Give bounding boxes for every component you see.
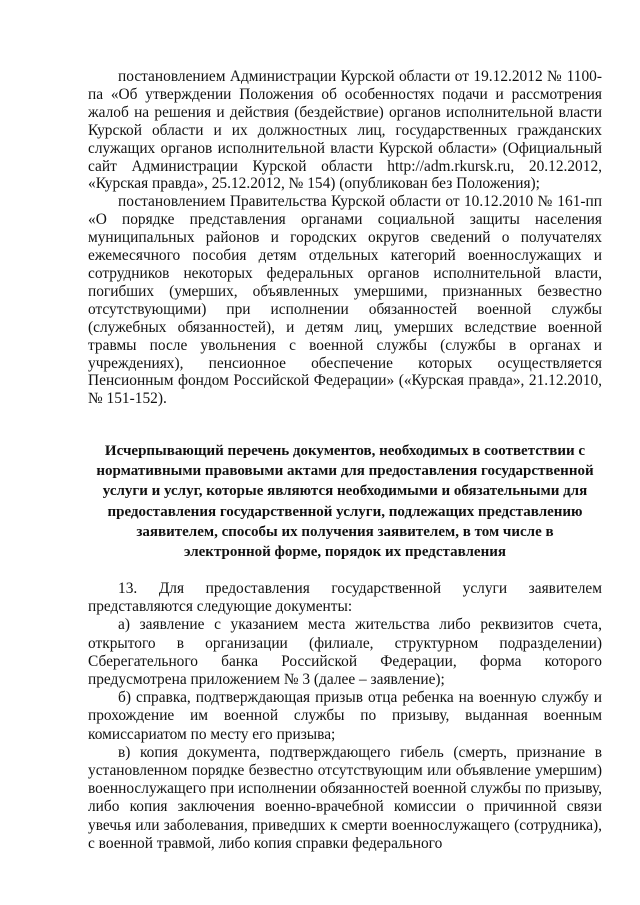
section-body [88,580,602,853]
intro-paragraph-1: постановлением Администрации Курской области от 19.12.2012 № 1100-па «Об утверждении Положения об особенностях подачи и рассмотрения жалоб на решения и действия (бездействие) органов исполнительной власти Курской области и их должностных лиц, государственных гражданских служащих органов исполнительной власти Курской области» (Официальный сайт Администрации Курской области http://adm.rkursk.ru, 20.12.2012, «Курская правда», 25.12.2012, № 154) (опубликован без Положения); [88,68,602,193]
intro-text [88,68,602,408]
list-item-b: б) справка, подтверждающая призыв отца ребенка на военную службу и прохождение им военной службы по призыву, выданная военным комиссариатом по месту его призыва; [88,689,602,743]
list-item-v: в) копия документа, подтверждающего гибель (смерть, признание в установленном порядке безвестно отсутствующим или объявление умершим) военнослужащего при исполнении обязанностей военной службы по призыву, либо копия заключения военно-врачебной комиссии о причинной связи увечья или заболевания, приведших к смерти военнослужащего (сотрудника), с военной травмой, либо копия справки федерального [88,743,603,852]
section-heading: Исчерпывающий перечень документов, необходимых в соответствии с нормативными правовыми актами для предоставления государственной услуги и услуг, которые являются необходимыми и обязательными для предоставления государственной услуги, подлежащих представлению заявителем, способы их получения заявителем, в том числе в электронной форме, порядок их представления [96,443,594,561]
list-item-a: а) заявление с указанием места жительства либо реквизитов счета, открытого в организации (филиале, структурном подразделении) Сберегательного банка Российской Федерации, форма которого предусмотрена приложением № 3 (далее – заявление); [88,616,602,689]
intro-paragraph-2: постановлением Правительства Курской области от 10.12.2010 № 161-пп «О порядке представления органами социальной защиты населения муниципальных районов и городских округов сведений о получателях ежемесячного пособия детям отдельных категорий военнослужащих и сотрудников некоторых федеральных органов исполнительной власти, погибших (умерших, объявленных умершими, признанных безвестно отсутствующими) при исполнении обязанностей военной службы (служебных обязанностей), и детям лиц, умерших вследствие военной травмы после увольнения с военной службы (службы в органах и учреждениях), пенсионное обеспечение которых осуществляется Пенсионным фондом Российской Федерации» («Курская правда», 21.12.2010, № 151-152). [88,193,602,408]
paragraph-13: 13. Для предоставления государственной услуги заявителем представляются следующие документы: [88,580,602,616]
